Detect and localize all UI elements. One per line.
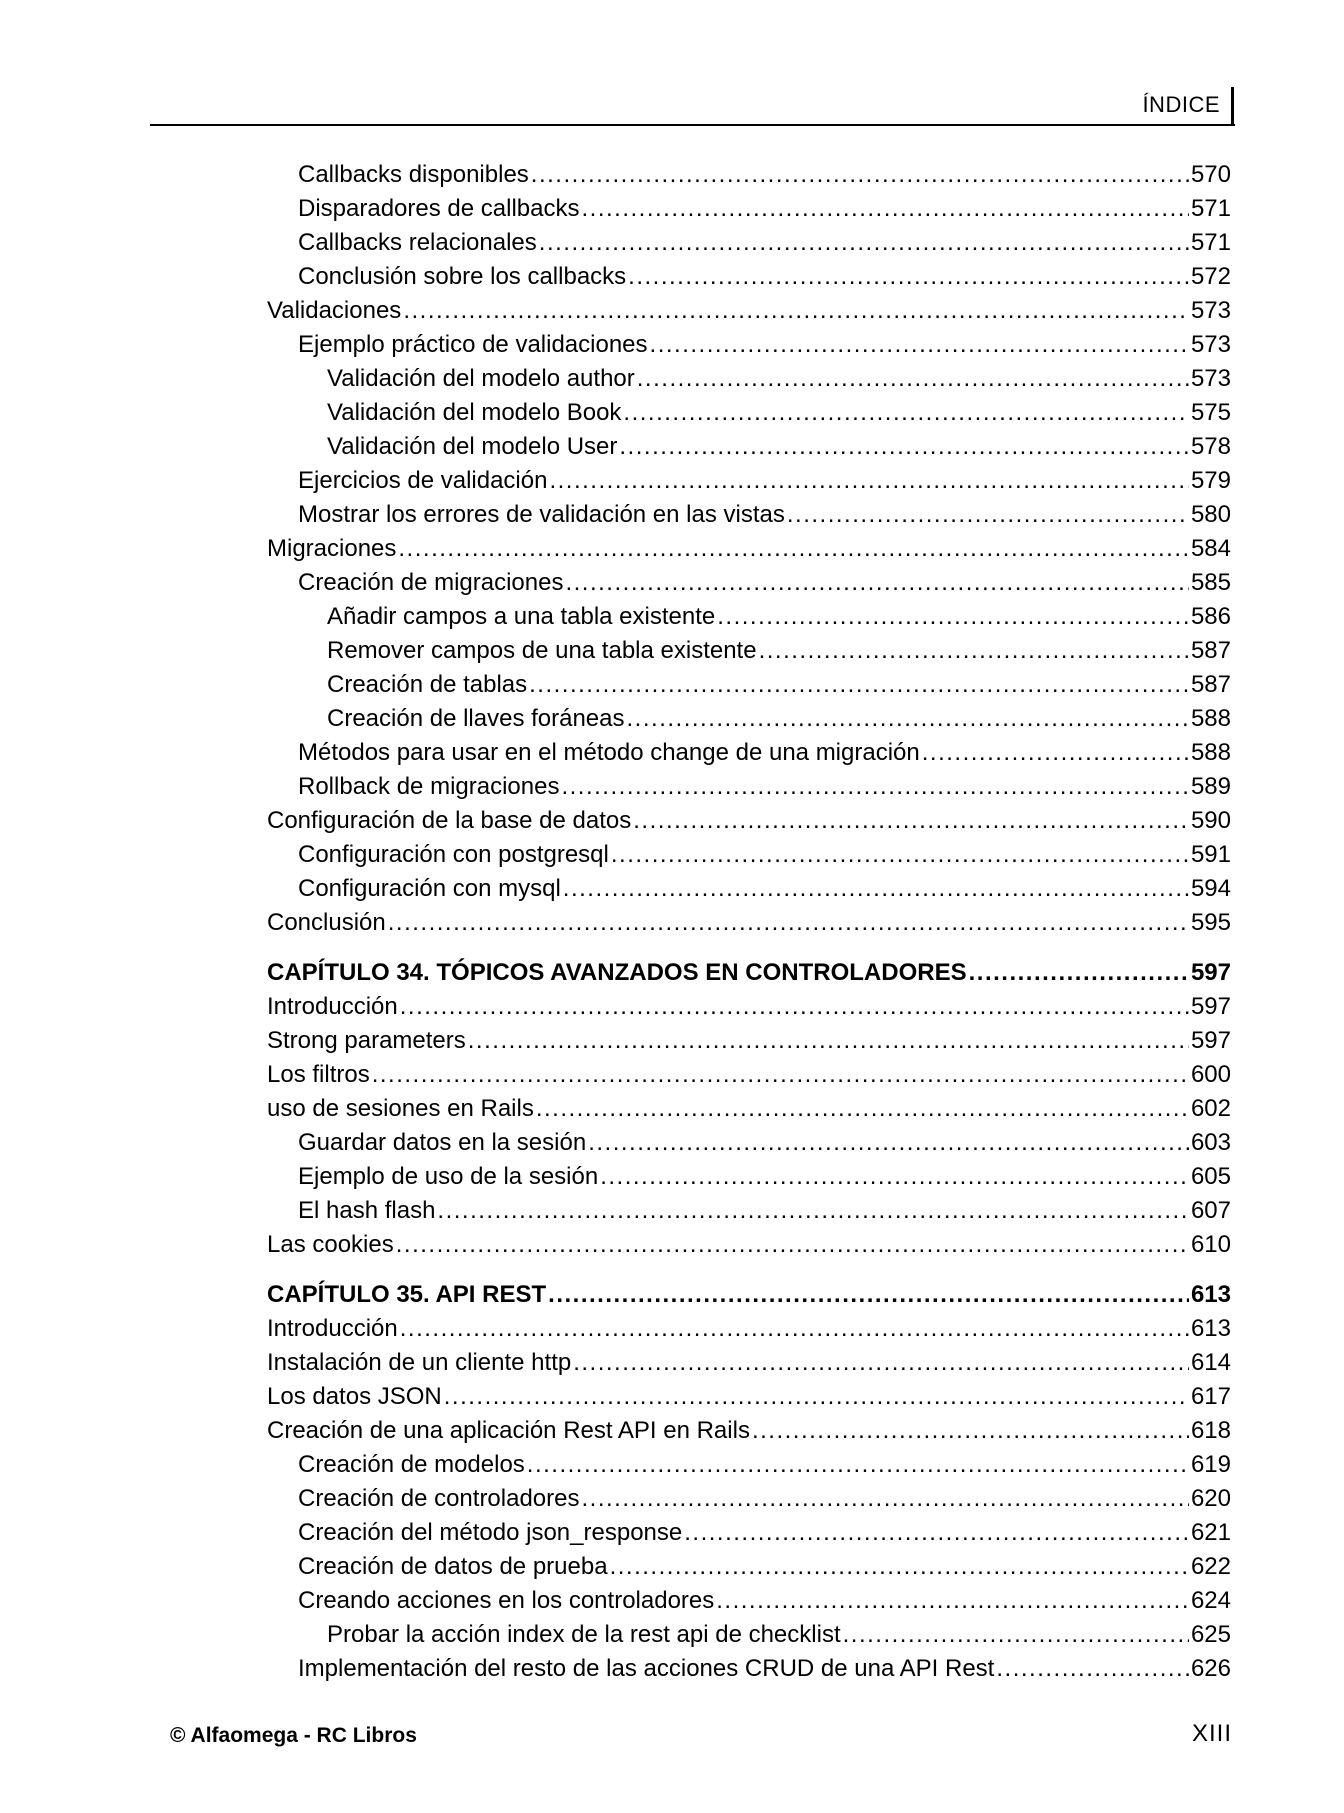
toc-leader-dots — [922, 739, 1189, 767]
toc-entry — [267, 1655, 1231, 1689]
toc-entry-title: Conclusión — [267, 909, 386, 936]
toc-entry — [267, 229, 1231, 263]
toc-entry-page: 580 — [1190, 501, 1231, 528]
toc-leader-dots — [400, 993, 1189, 1021]
toc-entry-page: 571 — [1190, 195, 1231, 222]
toc-leader-dots — [388, 909, 1189, 937]
toc-leader-dots — [403, 297, 1189, 325]
toc-entry-title: Callbacks relacionales — [298, 229, 537, 256]
toc-entry-title: Validación del modelo author — [327, 365, 635, 392]
toc-entry — [267, 263, 1231, 297]
toc-entry-page: 570 — [1190, 161, 1231, 188]
toc-entry-page: 619 — [1190, 1451, 1231, 1478]
toc-entry-page: 573 — [1190, 297, 1231, 324]
toc-leader-dots — [536, 1095, 1189, 1123]
toc-entry — [267, 1485, 1231, 1519]
toc-entry — [267, 399, 1231, 433]
toc-leader-dots — [437, 1197, 1189, 1225]
toc-entry — [267, 1587, 1231, 1621]
header-title: ÍNDICE — [1142, 92, 1220, 117]
toc-chapter-heading — [267, 959, 1231, 993]
toc-entry — [267, 1129, 1231, 1163]
toc-entry-page: 571 — [1190, 229, 1231, 256]
toc-entry — [267, 569, 1231, 603]
toc-entry — [267, 1621, 1231, 1655]
toc-leader-dots — [717, 603, 1189, 631]
toc-leader-dots — [549, 467, 1188, 495]
toc-entry-page: 605 — [1190, 1163, 1231, 1190]
toc-entry — [267, 671, 1231, 705]
toc-leader-dots — [561, 773, 1188, 801]
toc-entry-title: Conclusión sobre los callbacks — [298, 263, 627, 290]
toc-entry-title: Las cookies — [267, 1231, 394, 1258]
toc-entry-page: 620 — [1190, 1485, 1231, 1512]
toc-entry-page: 587 — [1190, 637, 1231, 664]
toc-entry-page: 613 — [1190, 1281, 1231, 1308]
toc-leader-dots — [650, 331, 1189, 359]
toc-leader-dots — [468, 1027, 1189, 1055]
toc-entry-title: Creación de datos de prueba — [298, 1553, 608, 1580]
toc-leader-dots — [372, 1061, 1189, 1089]
toc-leader-dots — [633, 807, 1189, 835]
toc-entry — [267, 1417, 1231, 1451]
toc-entry-page: 575 — [1190, 399, 1231, 426]
toc-chapter-heading — [267, 1281, 1231, 1315]
toc-entry — [267, 1553, 1231, 1587]
toc-entry — [267, 161, 1231, 195]
toc-entry-title: Creación del método json_response — [298, 1519, 683, 1546]
toc-leader-dots — [600, 1163, 1189, 1191]
toc-leader-dots — [398, 535, 1189, 563]
table-of-contents — [267, 161, 1231, 1689]
toc-entry-page: 572 — [1190, 263, 1231, 290]
toc-entry — [267, 433, 1231, 467]
toc-entry-title: Guardar datos en la sesión — [298, 1129, 587, 1156]
toc-entry — [267, 637, 1231, 671]
toc-leader-dots — [619, 433, 1189, 461]
toc-entry — [267, 909, 1231, 943]
toc-entry-page: 573 — [1190, 365, 1231, 392]
toc-leader-dots — [843, 1621, 1189, 1649]
toc-entry-page: 590 — [1190, 807, 1231, 834]
toc-entry-title: Mostrar los errores de validación en las vistas — [298, 501, 785, 528]
toc-entry-title: Los filtros — [267, 1061, 370, 1088]
toc-entry-page: 602 — [1190, 1095, 1231, 1122]
toc-leader-dots — [563, 875, 1189, 903]
toc-entry-title: Ejemplo práctico de validaciones — [298, 331, 648, 358]
toc-entry — [267, 501, 1231, 535]
toc-leader-dots — [787, 501, 1189, 529]
toc-entry — [267, 739, 1231, 773]
toc-entry — [267, 875, 1231, 909]
toc-entry-title: Strong parameters — [267, 1027, 466, 1054]
toc-entry — [267, 1197, 1231, 1231]
toc-entry-title: Creación de tablas — [327, 671, 528, 698]
toc-entry — [267, 1095, 1231, 1129]
toc-entry-page: 597 — [1190, 993, 1231, 1020]
toc-entry-page: 621 — [1190, 1519, 1231, 1546]
toc-leader-dots — [684, 1519, 1189, 1547]
toc-entry-page: 597 — [1190, 1027, 1231, 1054]
toc-entry-page: 600 — [1190, 1061, 1231, 1088]
toc-entry — [267, 1349, 1231, 1383]
toc-leader-dots — [400, 1315, 1189, 1343]
toc-entry-page: 589 — [1190, 773, 1231, 800]
toc-entry — [267, 1231, 1231, 1265]
toc-entry — [267, 841, 1231, 875]
toc-entry-title: uso de sesiones en Rails — [267, 1095, 534, 1122]
toc-entry-page: 578 — [1190, 433, 1231, 460]
toc-leader-dots — [548, 1281, 1189, 1309]
toc-entry-title: Probar la acción index de la rest api de checklist — [327, 1621, 841, 1648]
toc-entry-page: 610 — [1190, 1231, 1231, 1258]
toc-leader-dots — [588, 1129, 1189, 1157]
toc-entry-page: 614 — [1190, 1349, 1231, 1376]
toc-entry-title: Ejemplo de uso de la sesión — [298, 1163, 599, 1190]
toc-entry-page: 585 — [1190, 569, 1231, 596]
toc-entry-title: Validaciones — [267, 297, 402, 324]
toc-leader-dots — [752, 1417, 1189, 1445]
toc-entry — [267, 331, 1231, 365]
toc-entry — [267, 1519, 1231, 1553]
toc-entry — [267, 773, 1231, 807]
toc-leader-dots — [444, 1383, 1189, 1411]
toc-entry — [267, 1061, 1231, 1095]
toc-entry-page: 617 — [1190, 1383, 1231, 1410]
toc-entry-title: Rollback de migraciones — [298, 773, 560, 800]
toc-entry-title: Remover campos de una tabla existente — [327, 637, 757, 664]
toc-entry — [267, 603, 1231, 637]
toc-entry-title: Introducción — [267, 993, 398, 1020]
toc-entry — [267, 1163, 1231, 1197]
toc-leader-dots — [396, 1231, 1189, 1259]
toc-entry-title: Configuración con mysql — [298, 875, 561, 902]
footer-page-number: XIII — [1191, 1720, 1232, 1747]
toc-entry-page: 586 — [1190, 603, 1231, 630]
toc-entry-page: 584 — [1190, 535, 1231, 562]
toc-entry-title: Validación del modelo Book — [327, 399, 622, 426]
toc-entry-title: CAPÍTULO 35. API REST — [267, 1281, 547, 1308]
toc-leader-dots — [969, 959, 1189, 987]
toc-entry — [267, 535, 1231, 569]
toc-leader-dots — [627, 705, 1189, 733]
header-rule — [150, 124, 1235, 126]
toc-entry-title: Creación de migraciones — [298, 569, 564, 596]
toc-entry-title: Métodos para usar en el método change de una migración — [298, 739, 920, 766]
toc-entry-title: Configuración con postgresql — [298, 841, 609, 868]
toc-leader-dots — [529, 671, 1189, 699]
toc-leader-dots — [716, 1587, 1189, 1615]
toc-entry-page: 594 — [1190, 875, 1231, 902]
header-vertical-bar — [1231, 87, 1234, 126]
toc-entry-title: Creación de llaves foráneas — [327, 705, 625, 732]
toc-entry-title: Implementación del resto de las acciones CRUD de una API Rest — [298, 1655, 995, 1682]
toc-entry — [267, 1383, 1231, 1417]
toc-entry-page: 626 — [1190, 1655, 1231, 1682]
toc-entry — [267, 297, 1231, 331]
toc-leader-dots — [611, 841, 1189, 869]
toc-entry-title: Callbacks disponibles — [298, 161, 529, 188]
toc-entry-page: 595 — [1190, 909, 1231, 936]
toc-entry-title: Creación de una aplicación Rest API en Rails — [267, 1417, 750, 1444]
toc-leader-dots — [996, 1655, 1189, 1683]
toc-entry-title: Creando acciones en los controladores — [298, 1587, 715, 1614]
toc-entry — [267, 1027, 1231, 1061]
toc-entry-page: 588 — [1190, 705, 1231, 732]
toc-leader-dots — [759, 637, 1189, 665]
toc-entry-title: Creación de controladores — [298, 1485, 580, 1512]
toc-leader-dots — [527, 1451, 1189, 1479]
toc-leader-dots — [628, 263, 1189, 291]
toc-entry — [267, 807, 1231, 841]
toc-entry — [267, 705, 1231, 739]
toc-leader-dots — [610, 1553, 1189, 1581]
toc-entry-title: Validación del modelo User — [327, 433, 618, 460]
toc-entry-page: 625 — [1190, 1621, 1231, 1648]
toc-entry-page: 587 — [1190, 671, 1231, 698]
toc-entry-title: Creación de modelos — [298, 1451, 525, 1478]
toc-entry — [267, 993, 1231, 1027]
toc-leader-dots — [623, 399, 1189, 427]
toc-entry-title: Instalación de un cliente http — [267, 1349, 572, 1376]
toc-entry-page: 588 — [1190, 739, 1231, 766]
toc-entry-title: Disparadores de callbacks — [298, 195, 580, 222]
toc-entry-page: 624 — [1190, 1587, 1231, 1614]
toc-leader-dots — [573, 1349, 1189, 1377]
toc-leader-dots — [582, 1485, 1189, 1513]
toc-entry-title: Añadir campos a una tabla existente — [327, 603, 716, 630]
toc-entry-title: Configuración de la base de datos — [267, 807, 632, 834]
footer-publisher: © Alfaomega - RC Libros — [170, 1724, 417, 1747]
toc-entry-title: Introducción — [267, 1315, 398, 1342]
toc-entry-page: 613 — [1190, 1315, 1231, 1342]
toc-leader-dots — [581, 195, 1188, 223]
toc-leader-dots — [565, 569, 1188, 597]
toc-entry-page: 597 — [1190, 959, 1231, 986]
toc-entry-title: Los datos JSON — [267, 1383, 442, 1410]
toc-entry-title: Migraciones — [267, 535, 397, 562]
toc-entry-page: 618 — [1190, 1417, 1231, 1444]
toc-entry-title: El hash flash — [298, 1197, 436, 1224]
toc-entry-title: Ejercicios de validación — [298, 467, 548, 494]
toc-entry — [267, 1315, 1231, 1349]
toc-entry-page: 573 — [1190, 331, 1231, 358]
toc-entry-page: 591 — [1190, 841, 1231, 868]
toc-entry — [267, 195, 1231, 229]
toc-entry-page: 579 — [1190, 467, 1231, 494]
toc-entry-page: 603 — [1190, 1129, 1231, 1156]
toc-leader-dots — [637, 365, 1189, 393]
toc-entry — [267, 1451, 1231, 1485]
toc-leader-dots — [539, 229, 1189, 257]
toc-entry — [267, 467, 1231, 501]
toc-entry-title: CAPÍTULO 34. TÓPICOS AVANZADOS EN CONTROLADORES — [267, 959, 967, 986]
toc-entry-page: 622 — [1190, 1553, 1231, 1580]
toc-entry — [267, 365, 1231, 399]
toc-entry-page: 607 — [1190, 1197, 1231, 1224]
toc-leader-dots — [531, 161, 1189, 189]
